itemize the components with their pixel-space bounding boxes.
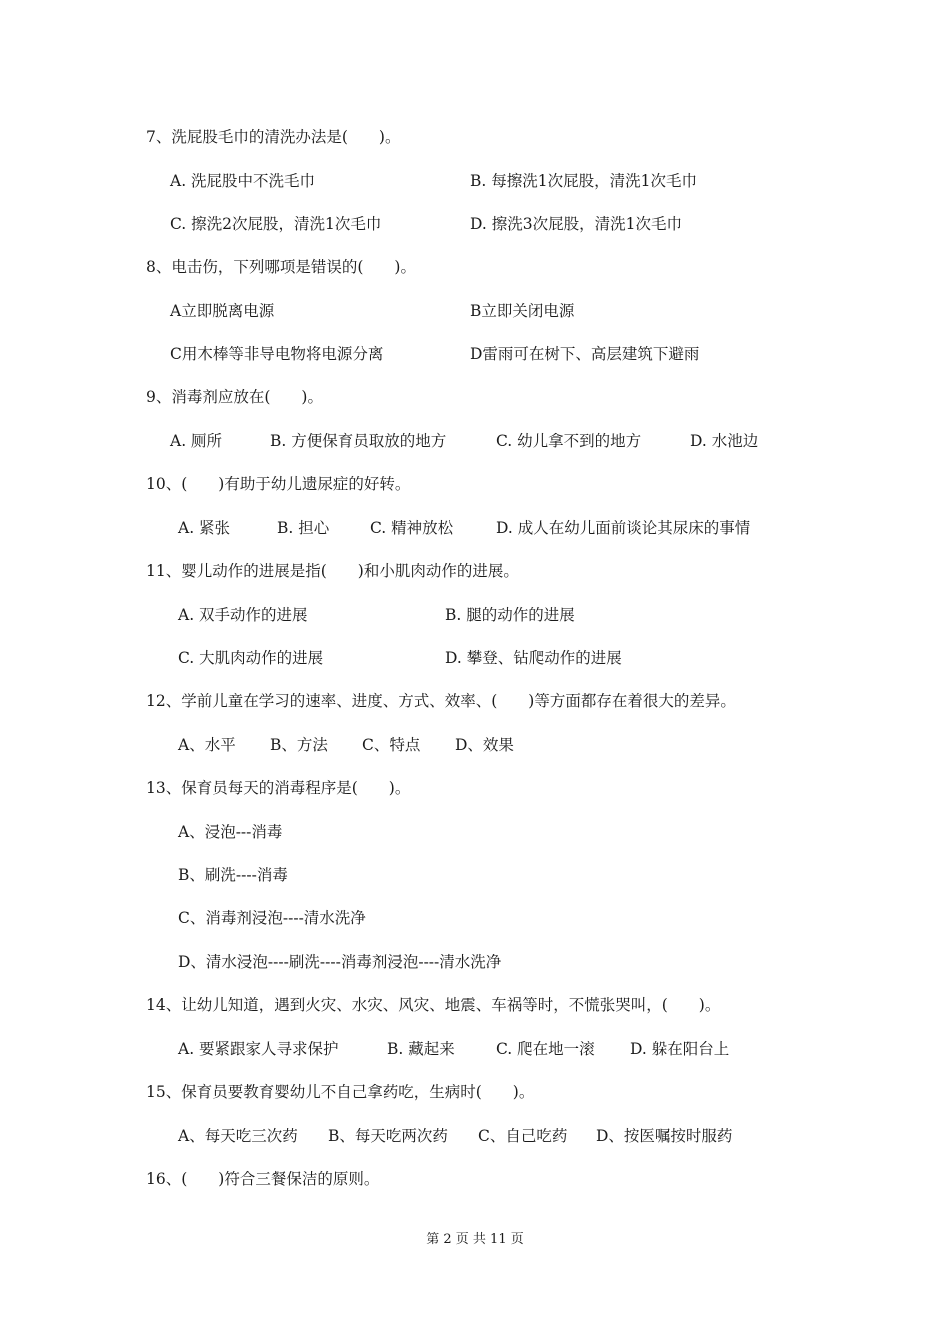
option: A. 要紧跟家人寻求保护: [178, 1040, 339, 1058]
question-stem: 11、婴儿动作的进展是指( )和小肌肉动作的进展。: [146, 562, 519, 580]
option: C用木棒等非导电物将电源分离: [170, 345, 384, 363]
question-stem: 9、消毒剂应放在( )。: [146, 388, 323, 406]
question-stem: 14、让幼儿知道，遇到火灾、水灾、风灾、地震、车祸等时，不慌张哭叫，( )。: [146, 996, 721, 1014]
option: C、特点: [362, 736, 421, 754]
option: D. 擦洗3次屁股，清洗1次毛巾: [470, 215, 682, 233]
question-stem: 10、( )有助于幼儿遗尿症的好转。: [146, 475, 411, 493]
option: B立即关闭电源: [470, 302, 575, 320]
option: D、效果: [455, 736, 514, 754]
question-stem: 16、( )符合三餐保洁的原则。: [146, 1170, 380, 1188]
page-footer: 第 2 页 共 11 页: [426, 1232, 524, 1247]
question-stem: 7、洗屁股毛巾的清洗办法是( )。: [146, 128, 401, 146]
option: B. 每擦洗1次屁股，清洗1次毛巾: [470, 172, 697, 190]
option: A、浸泡---消毒: [178, 823, 283, 841]
option: B. 方便保育员取放的地方: [270, 432, 447, 450]
option: C. 幼儿拿不到的地方: [496, 432, 642, 450]
option: D、按医嘱按时服药: [596, 1127, 733, 1145]
question-stem: 12、学前儿童在学习的速率、进度、方式、效率、( )等方面都存在着很大的差异。: [146, 692, 736, 710]
option: A. 厕所: [170, 432, 223, 450]
option: B. 担心: [277, 519, 330, 537]
question-stem: 8、电击伤，下列哪项是错误的( )。: [146, 258, 416, 276]
option: C. 爬在地一滚: [496, 1040, 595, 1058]
option: C. 擦洗2次屁股，清洗1次毛巾: [170, 215, 382, 233]
option: D、清水浸泡----刷洗----消毒剂浸泡----清水洗净: [178, 953, 502, 971]
option: C、消毒剂浸泡----清水洗净: [178, 909, 366, 927]
option: D. 水池边: [690, 432, 759, 450]
option: D. 成人在幼儿面前谈论其尿床的事情: [496, 519, 751, 537]
option: A. 洗屁股中不洗毛巾: [170, 172, 316, 190]
question-stem: 13、保育员每天的消毒程序是( )。: [146, 779, 411, 797]
option: B、方法: [270, 736, 328, 754]
option: B. 腿的动作的进展: [445, 606, 575, 624]
option: A. 双手动作的进展: [178, 606, 308, 624]
option: B、刷洗----消毒: [178, 866, 288, 884]
option: A立即脱离电源: [170, 302, 275, 320]
option: B、每天吃两次药: [328, 1127, 448, 1145]
question-stem: 15、保育员要教育婴幼儿不自己拿药吃，生病时( )。: [146, 1083, 535, 1101]
option: A. 紧张: [178, 519, 231, 537]
option: C. 大肌肉动作的进展: [178, 649, 324, 667]
option: D雷雨可在树下、高层建筑下避雨: [470, 345, 700, 363]
option: D. 躲在阳台上: [630, 1040, 730, 1058]
option: A、水平: [178, 736, 236, 754]
option: A、每天吃三次药: [178, 1127, 298, 1145]
option: B. 藏起来: [387, 1040, 455, 1058]
option: D. 攀登、钻爬动作的进展: [445, 649, 622, 667]
option: C. 精神放松: [370, 519, 454, 537]
option: C、自己吃药: [478, 1127, 568, 1145]
